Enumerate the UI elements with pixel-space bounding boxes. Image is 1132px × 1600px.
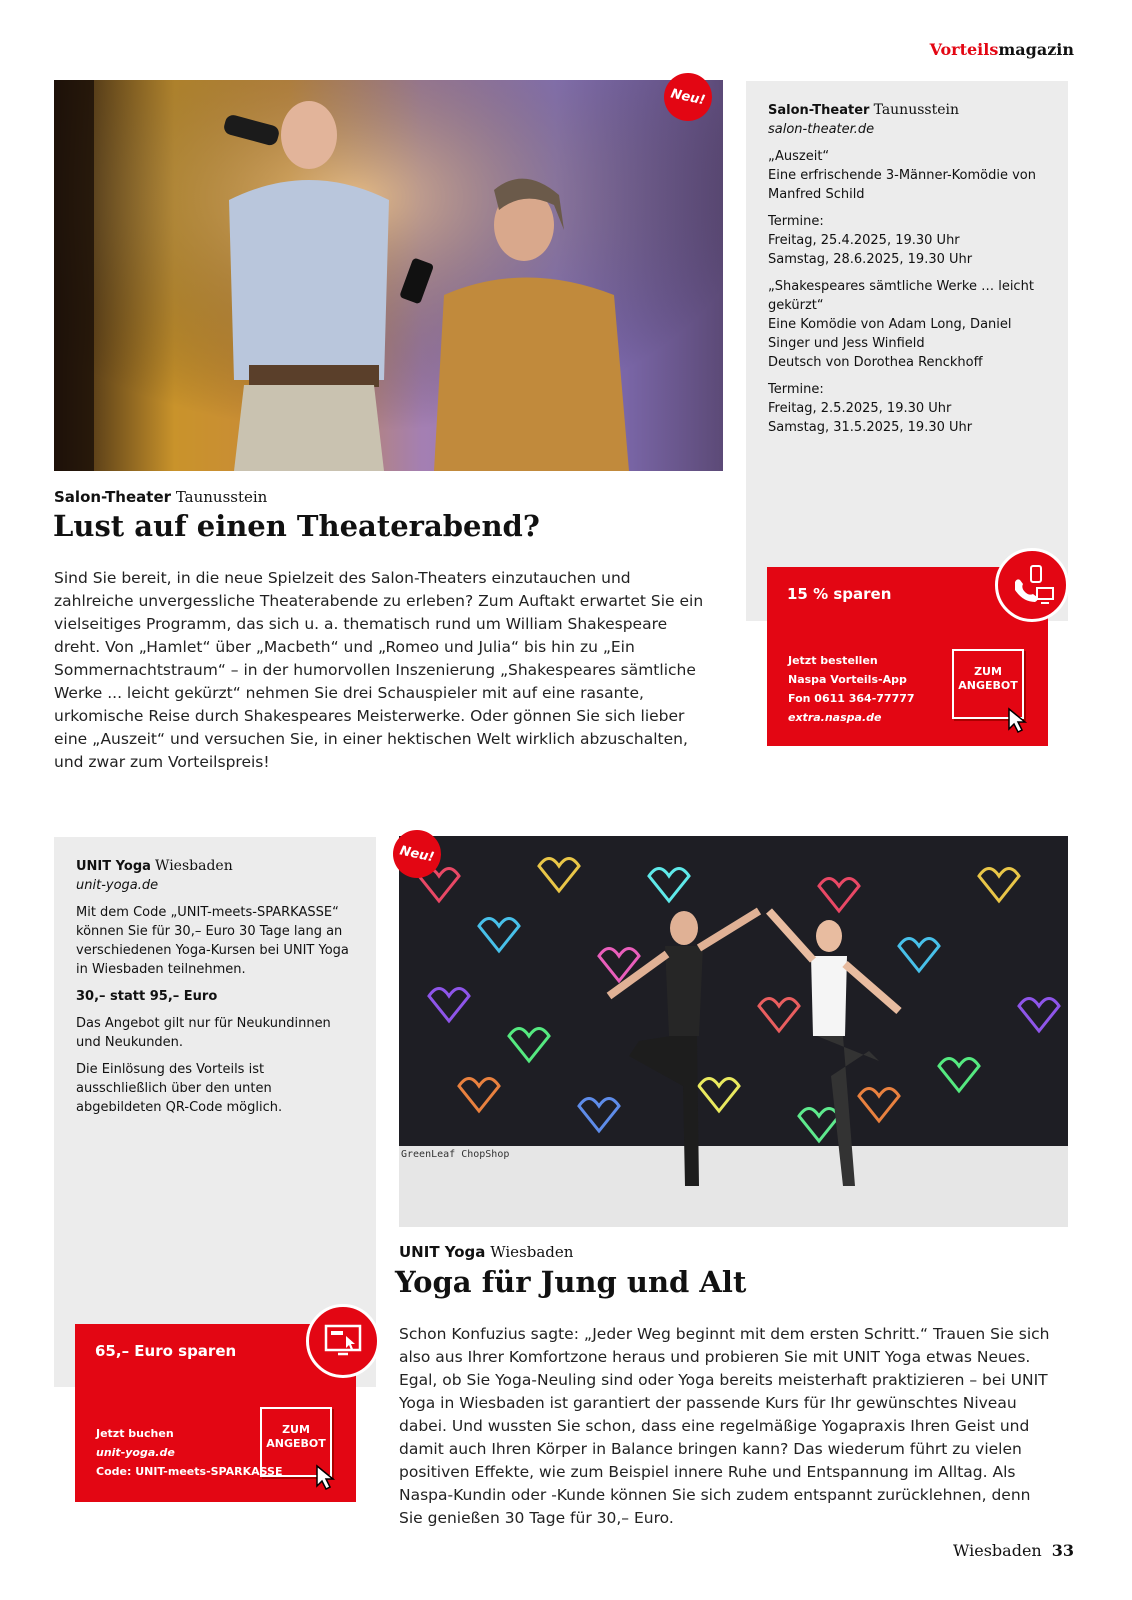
page-footer	[953, 1541, 1074, 1560]
magazine-title-vorteils: Vorteils	[929, 40, 999, 59]
info-brand: Salon-Theater	[768, 103, 870, 118]
show1-desc: Eine erfrischende 3-Männer-Komödie von Manfred Schild	[768, 168, 1037, 202]
theater-info-box	[746, 81, 1068, 621]
yoga-body: Schon Konfuzius sagte: „Jeder Weg beginnt mit dem ersten Schritt.“ Trauen Sie sich also aus Ihrer Komfortzone heraus und probieren Sie mit UNIT Yoga etwas Neues. Egal, ob Sie Yoga-Neuling sind oder Yoga bereits meisterhaft praktizieren – bei UNIT Yoga in Wiesbaden ist garantiert der passende Kurs für Ihr gewünschtes Niveau dabei. Und wussten Sie schon, dass eine regelmäßige Yogapraxis Ihren Geist und damit auch Ihren Körper in Balance bringen kann? Das wiederum führt zu vielen positiven Effekte, wie zum Beispiel innere Ruhe und Entspannung im Alltag. Als Naspa-Kundin oder -Kunde können Sie sich zudem entspannt zurücklehnen, denn Sie genießen 30 Tage für 30,– Euro.	[399, 1325, 1050, 1527]
yoga-headline: Yoga für Jung und Alt	[395, 1265, 747, 1299]
yoga-info-box	[54, 837, 376, 1387]
yoga-info-brand: UNIT Yoga	[76, 859, 151, 874]
cursor-icon	[311, 1462, 341, 1492]
yoga-promo-line-book: Jetzt buchen	[96, 1427, 174, 1440]
show2-title: „Shakespeares sämtliche Werke … leicht gekürzt“	[768, 279, 1034, 313]
promo-line-order: Jetzt bestellen	[788, 654, 878, 667]
show2-dates-label: Termine:	[768, 382, 824, 397]
show2-desc: Eine Komödie von Adam Long, Daniel Singer und Jess Winfield	[768, 317, 1012, 351]
footer-city: Wiesbaden	[952, 1541, 1042, 1560]
show1-dates-label: Termine:	[768, 214, 824, 229]
promo-save-label: 15 % sparen	[787, 585, 892, 603]
cursor-icon	[1003, 705, 1033, 735]
page-number: 33	[1051, 1541, 1074, 1560]
info-location: Taunusstein	[873, 102, 959, 118]
zum-angebot-label: ZUM ANGEBOT	[958, 665, 1018, 692]
yoga-zum-angebot-label: ZUM ANGEBOT	[266, 1423, 326, 1450]
magazine-title	[930, 40, 1074, 59]
theater-kicker-brand: Salon-Theater	[54, 488, 172, 506]
info-url[interactable]: salon-theater.de	[768, 122, 875, 137]
yoga-promo-line-web[interactable]: unit-yoga.de	[96, 1446, 175, 1459]
theater-headline: Lust auf einen Theaterabend?	[53, 509, 540, 543]
show2-translation: Deutsch von Dorothea Renckhoff	[768, 355, 983, 370]
yoga-kicker	[399, 1243, 573, 1261]
promo-line-app[interactable]: Naspa Vorteils-App	[788, 673, 907, 686]
yoga-promo-line-code: Code: UNIT-meets-SPARKASSE	[96, 1465, 283, 1478]
show2-date1: Freitag, 2.5.2025, 19.30 Uhr	[768, 401, 952, 416]
show1-title: „Auszeit“	[768, 149, 830, 164]
yoga-photo	[399, 836, 1068, 1227]
theater-kicker-location: Taunusstein	[175, 488, 268, 506]
yoga-info-location: Wiesbaden	[155, 858, 233, 874]
yoga-info-p1: Mit dem Code „UNIT-meets-SPARKASSE“ können Sie für 30,– Euro 30 Tage lang an verschiedenen Yoga-Kursen bei UNIT Yoga in Wiesbaden teilnehmen.	[76, 905, 349, 977]
promo-line-phone[interactable]: Fon 0611 364-77777	[788, 692, 915, 705]
yoga-info-p3: Die Einlösung des Vorteils ist ausschließlich über den unten abgebildeten QR-Code möglich.	[76, 1062, 283, 1115]
yoga-kicker-brand: UNIT Yoga	[399, 1243, 486, 1261]
yoga-info-url[interactable]: unit-yoga.de	[76, 878, 159, 893]
yoga-promo-save-label: 65,– Euro sparen	[95, 1342, 237, 1360]
new-badge-label: Neu!	[669, 86, 707, 108]
theater-kicker	[54, 488, 267, 506]
yoga-kicker-location: Wiesbaden	[490, 1243, 574, 1261]
theater-photo	[54, 80, 723, 471]
show1-date1: Freitag, 25.4.2025, 19.30 Uhr	[768, 233, 960, 248]
theater-body: Sind Sie bereit, in die neue Spielzeit des Salon-Theaters einzutauchen und zahlreiche unvergessliche Theaterabende zu erleben? Zum Auftakt erwartet Sie ein vielseitiges Programm, das sich u. a. thematisch rund um William Shakespeare dreht. Von „Hamlet“ über „Macbeth“ und „Romeo und Julia“ bis hin zu „Ein Sommernachtstraum“ – in der humorvollen Inszenierung „Shakespeares sämtliche Werke ... leicht gekürzt“ nehmen Sie drei Schauspieler mit auf eine rasante, urkomische Reise durch Shakespeares Meisterwerke. Oder gönnen Sie sich lieber eine „Auszeit“ und versuchen Sie, in einer hektischen Welt wirklich abzuschalten, und zwar zum Vorteilspreis!	[54, 569, 704, 771]
yoga-info-price: 30,– statt 95,– Euro	[76, 989, 218, 1004]
phone-app-icon	[995, 548, 1069, 622]
computer-click-icon	[306, 1304, 380, 1378]
show2-date2: Samstag, 31.5.2025, 19.30 Uhr	[768, 420, 973, 435]
photo-sign-text: GreenLeaf ChopShop	[401, 1149, 510, 1160]
promo-line-web[interactable]: extra.naspa.de	[788, 711, 882, 724]
show1-date2: Samstag, 28.6.2025, 19.30 Uhr	[768, 252, 973, 267]
new-badge-label: Neu!	[398, 843, 436, 865]
yoga-info-p2: Das Angebot gilt nur für Neukundinnen und Neukunden.	[76, 1016, 331, 1050]
magazine-title-magazin: magazin	[998, 40, 1074, 59]
